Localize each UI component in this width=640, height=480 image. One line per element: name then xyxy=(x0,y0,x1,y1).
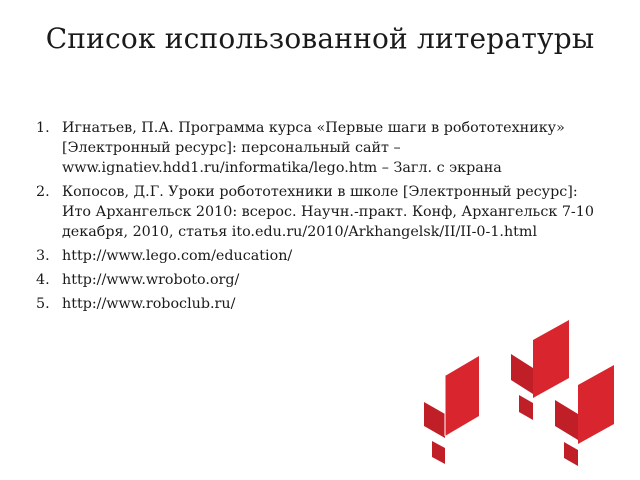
reference-item xyxy=(36,294,596,314)
reference-number: 5. xyxy=(36,296,50,312)
reference-item xyxy=(36,270,596,290)
reference-number: 4. xyxy=(36,272,50,288)
left-figure-icon xyxy=(424,356,479,464)
red-cube-figures-logo-icon xyxy=(415,318,625,468)
reference-item xyxy=(36,246,596,266)
reference-text: Копосов, Д.Г. Уроки робототехники в школе [Электронный ресурс]: Ито Архангельск 2010: всерос. Научн.-практ. Конф, Архангельск 7-10 декабря, 2010, статья ito.edu.ru/2010/Arkhangelsk/II/II-0-1.html xyxy=(62,184,594,240)
slide-title: Список использованной литературы xyxy=(45,22,595,55)
reference-number: 2. xyxy=(36,184,50,200)
reference-number: 1. xyxy=(36,120,50,136)
reference-item xyxy=(36,118,596,178)
reference-text: Игнатьев, П.А. Программа курса «Первые шаги в робототехнику» [Электронный ресурс]: персональный сайт – www.ignatiev.hdd1.ru/informatika/lego.htm – Загл. с экрана xyxy=(62,120,565,176)
reference-number: 3. xyxy=(36,248,50,264)
reference-link[interactable]: http://www.lego.com/education/ xyxy=(62,248,293,264)
reference-link[interactable]: http://www.wroboto.org/ xyxy=(62,272,240,288)
reference-link[interactable]: http://www.roboclub.ru/ xyxy=(62,296,236,312)
reference-item xyxy=(36,182,596,242)
reference-list xyxy=(36,118,596,318)
